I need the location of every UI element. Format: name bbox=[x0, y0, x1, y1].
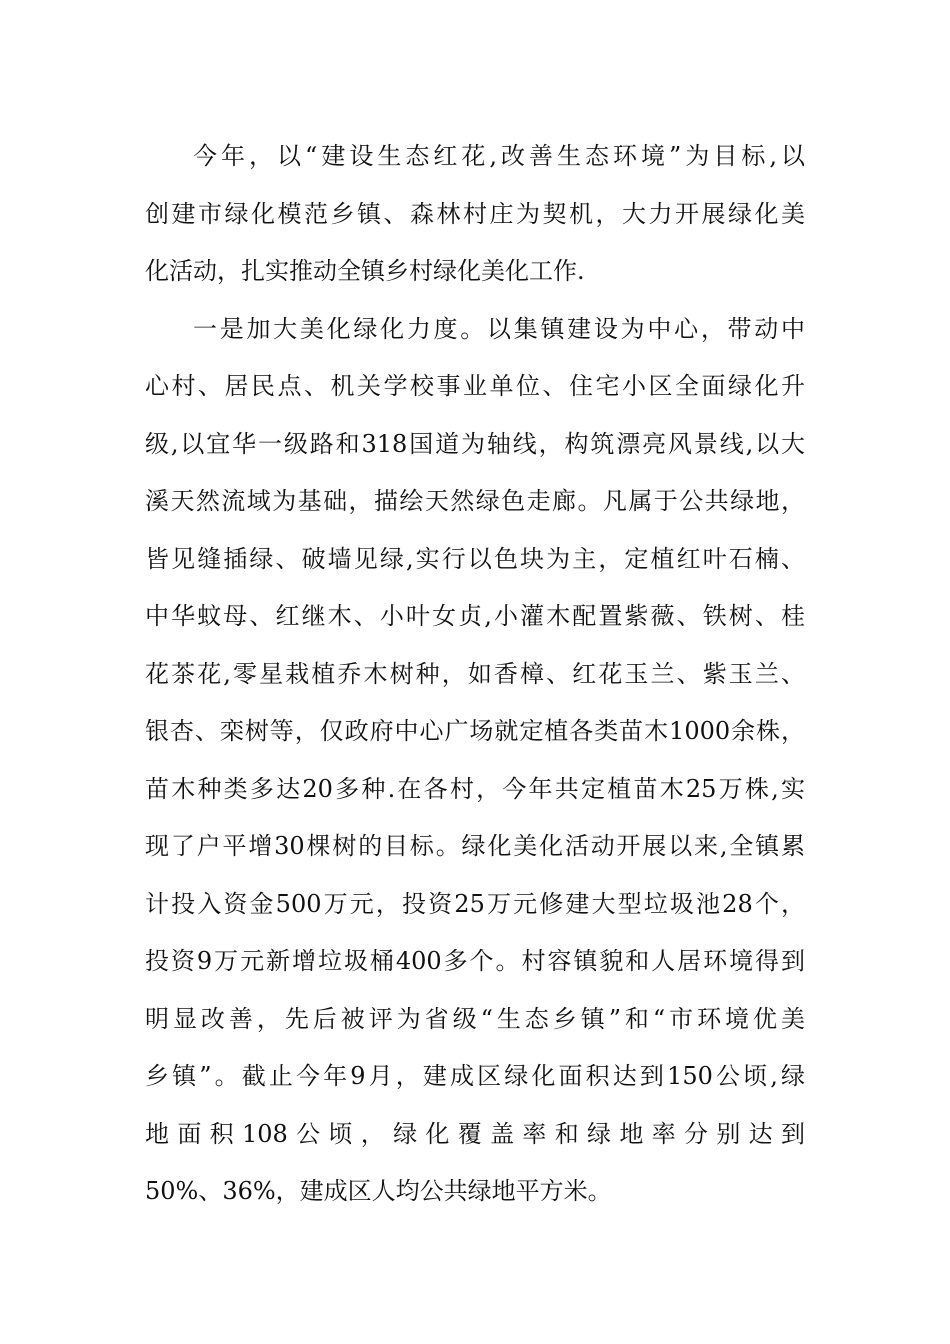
text-line: 创建市绿化模范乡镇、森林村庄为契机，大力开展绿化美 bbox=[145, 199, 805, 228]
text-line: 计投入资金500万元，投资25万元修建大型垃圾池28个， bbox=[145, 889, 805, 918]
text-line: 皆见缝插绿、破墙见绿,实行以色块为主，定植红叶石楠、 bbox=[145, 544, 805, 573]
text-line: 中华蚊母、红继木、小叶女贞,小灌木配置紫薇、铁树、桂 bbox=[145, 602, 805, 630]
text-line: 明显改善，先后被评为省级“生态乡镇”和“市环境优美 bbox=[145, 1004, 805, 1033]
text-line: 地面积108公顷，绿化覆盖率和绿地率分别达到 bbox=[145, 1119, 805, 1148]
text-line: 溪天然流域为基础，描绘天然绿色走廊。凡属于公共绿地， bbox=[145, 487, 805, 515]
text-line: 一是加大美化绿化力度。以集镇建设为中心，带动中 bbox=[193, 314, 805, 343]
text-line: 银杏、栾树等，仅政府中心广场就定植各类苗木1000余株， bbox=[145, 717, 805, 745]
document-body bbox=[145, 128, 805, 1221]
text-line: 化活动，扎实推动全镇乡村绿化美化工作. bbox=[145, 257, 585, 285]
text-line: 现了户平增30棵树的目标。绿化美化活动开展以来,全镇累 bbox=[145, 832, 805, 860]
text-line: 心村、居民点、机关学校事业单位、住宅小区全面绿化升 bbox=[145, 372, 805, 400]
paragraph-greening-efforts bbox=[145, 301, 805, 1221]
text-line: 投资9万元新增垃圾桶400多个。村容镇貌和人居环境得到 bbox=[145, 947, 805, 975]
text-line: 级,以宜华一级路和318国道为轴线，构筑漂亮风景线,以大 bbox=[145, 429, 805, 458]
text-line: 今年，以“建设生态红花,改善生态环境”为目标,以 bbox=[193, 142, 805, 170]
text-line: 花茶花,零星栽植乔木树种，如香樟、红花玉兰、紫玉兰、 bbox=[145, 659, 805, 688]
text-line: 乡镇”。截止今年9月，建成区绿化面积达到150公顷,绿 bbox=[145, 1062, 805, 1090]
text-line: 50%、36%，建成区人均公共绿地平方米。 bbox=[145, 1177, 612, 1205]
paragraph-intro bbox=[145, 128, 805, 301]
text-line: 苗木种类多达20多种.在各村，今年共定植苗木25万株,实 bbox=[145, 774, 805, 803]
